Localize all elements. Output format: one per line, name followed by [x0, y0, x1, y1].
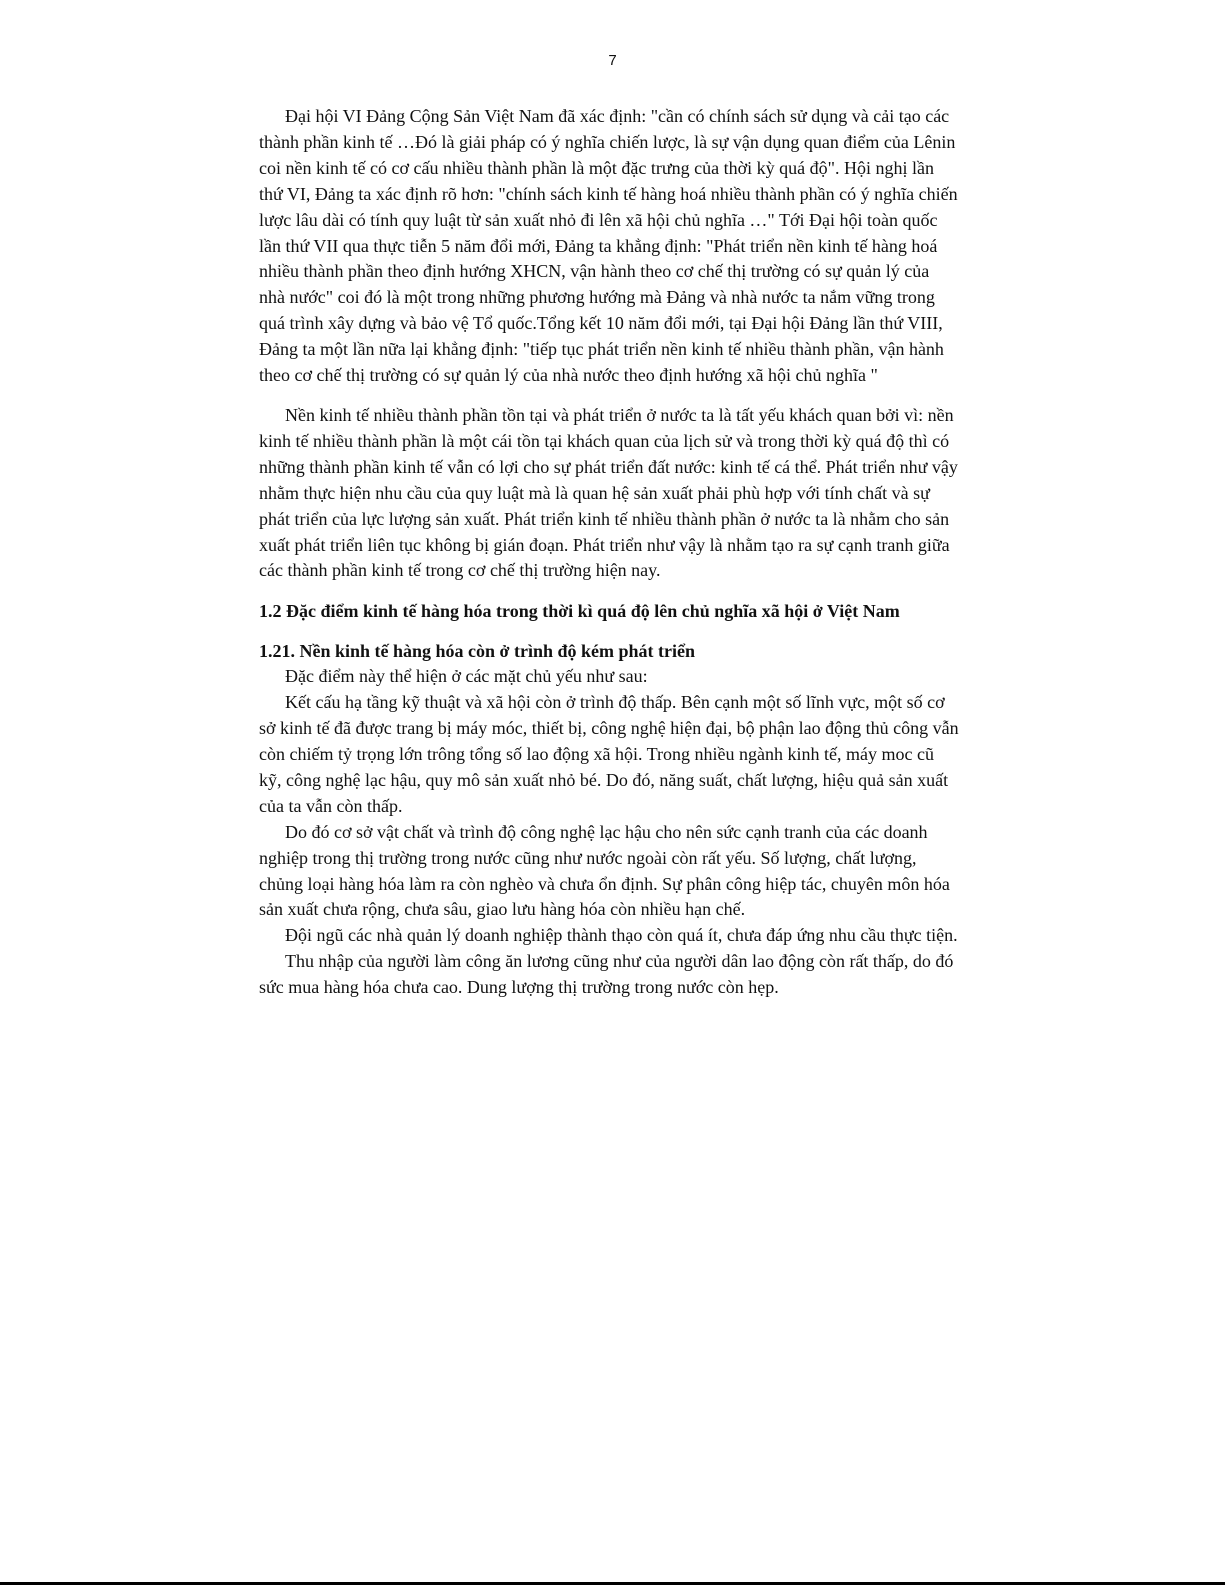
paragraph-multi-sector-economy: Nền kinh tế nhiều thành phần tồn tại và phát triển ở nước ta là tất yếu khách quan bởi vì: nền kinh tế nhiều thành phần là một cái tồn tại khách quan của lịch sử và trong thời kỳ quá độ thì có những thành phần kinh tế vẫn có lợi cho sự phát triển đất nước: kinh tế cá thể. Phát triển như vậy nhằm thực hiện nhu cầu của quy luật mà là quan hệ sản xuất phải phù hợp với tính chất và sự phát triển của lực lượng sản xuất. Phát triển kinh tế nhiều thành phần ở nước ta là nhằm cho sản xuất phát triển liên tục không bị gián đoạn. Phát triển như vậy là nhằm tạo ra sự cạnh tranh giữa các thành phần kinh tế trong cơ chế thị trường hiện nay. [259, 404, 958, 581]
paragraph-party-congress: Đại hội VI Đảng Cộng Sản Việt Nam đã xác định: "cần có chính sách sử dụng và cải tạo các thành phần kinh tế …Đó là giải pháp có ý nghĩa chiến lược, là sự vận dụng quan điểm của Lênin coi nền kinh tế có cơ cấu nhiều thành phần là một đặc trưng của thời kỳ quá độ". Hội nghị lần thứ VI, Đảng ta xác định rõ hơn: "chính sách kinh tế hàng hoá nhiều thành phần có ý nghĩa chiến lược lâu dài có tính quy luật từ sản xuất nhỏ đi lên xã hội chủ nghĩa …" Tới Đại hội toàn quốc lần thứ VII qua thực tiễn 5 năm đổi mới, Đảng ta khẳng định: "Phát triển nền kinh tế hàng hoá nhiều thành phần theo định hướng XHCN, vận hành theo cơ chế thị trường có sự quản lý của nhà nước" coi đó là một trong những phương hướng mà Đảng và nhà nước ta nắm vững trong quá trình xây dựng và bảo vệ Tổ quốc.Tổng kết 10 năm đổi mới, tại Đại hội Đảng lần thứ VIII, Đảng ta một lần nữa lại khẳng định: "tiếp tục phát triển nền kinh tế nhiều thành phần, vận hành theo cơ chế thị trường có sự quản lý của nhà nước theo định hướng xã hội chủ nghĩa " [259, 106, 958, 386]
document-body [259, 104, 959, 1001]
paragraph-income: Thu nhập của người làm công ăn lương cũng như của người dân lao động còn rất thấp, do đó sức mua hàng hóa chưa cao. Dung lượng thị trường trong nước còn hẹp. [259, 951, 954, 998]
subsection-heading-1-21: 1.21. Nền kinh tế hàng hóa còn ở trình độ kém phát triển [259, 641, 696, 662]
page-number: 7 [608, 52, 617, 69]
paragraph-characteristics-intro: Đặc điểm này thể hiện ở các mặt chủ yếu như sau: [285, 666, 648, 687]
paragraph-managers: Đội ngũ các nhà quản lý doanh nghiệp thành thạo còn quá ít, chưa đáp ứng nhu cầu thực tiện. [285, 925, 958, 946]
paragraph-infrastructure: Kết cấu hạ tầng kỹ thuật và xã hội còn ở trình độ thấp. Bên cạnh một số lĩnh vực, một số cơ sở kinh tế đã được trang bị máy móc, thiết bị, công nghệ hiện đại, bộ phận lao động thủ công vẫn còn chiếm tỷ trọng lớn trông tổng số lao động xã hội. Trong nhiều ngành kinh tế, máy moc cũ kỹ, công nghệ lạc hậu, quy mô sản xuất nhỏ bé. Do đó, năng suất, chất lượng, hiệu quả sản xuất của ta vẫn còn thấp. [259, 692, 959, 816]
section-heading-1-2: 1.2 Đặc điểm kinh tế hàng hóa trong thời kì quá độ lên chủ nghĩa xã hội ở Việt Nam [259, 601, 900, 622]
paragraph-competitiveness: Do đó cơ sở vật chất và trình độ công nghệ lạc hậu cho nên sức cạnh tranh của các doanh nghiệp trong thị trường trong nước cũng như nước ngoài còn rất yếu. Số lượng, chất lượng, chủng loại hàng hóa làm ra còn nghèo và chưa ổn định. Sự phân công hiệp tác, chuyên môn hóa sản xuất chưa rộng, chưa sâu, giao lưu hàng hóa còn nhiều hạn chế. [259, 821, 950, 920]
